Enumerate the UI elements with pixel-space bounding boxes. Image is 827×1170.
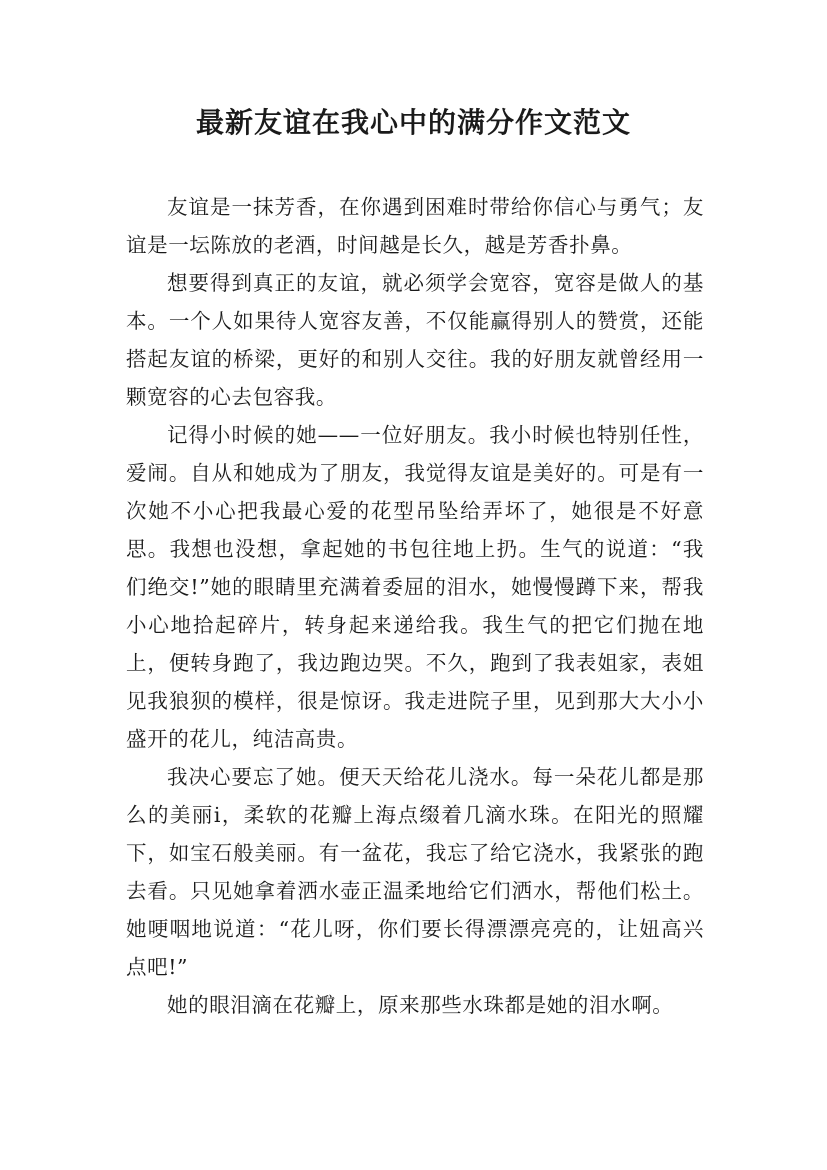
document-title: 最新友谊在我心中的满分作文范文 [195, 106, 631, 139]
paragraph-2: 想要得到真正的友谊，就必须学会宽容，宽容是做人的基本。一个人如果待人宽容友善，不仅能赢得别人的赞赏，还能搭起友谊的桥梁，更好的和别人交往。我的好朋友就曾经用一颗宽容的心去包容我。 [126, 271, 704, 409]
document-body [126, 188, 704, 1024]
paragraph-3: 记得小时候的她——一位好朋友。我小时候也特别任性，爱闹。自从和她成为了朋友，我觉得友谊是美好的。可是有一次她不小心把我最心爱的花型吊坠给弄坏了，她很是不好意思。我想也没想，拿起她的书包往地上扔。生气的说道：“我们绝交!”她的眼睛里充满着委屈的泪水，她慢慢蹲下来，帮我小心地拾起碎片，转身起来递给我。我生气的把它们抛在地上，便转身跑了，我边跑边哭。不久，跑到了我表姐家，表姐见我狼狈的模样，很是惊讶。我走进院子里，见到那大大小小盛开的花儿，纯洁高贵。 [126, 423, 704, 751]
paragraph-5: 她的眼泪滴在花瓣上，原来那些水珠都是她的泪水啊。 [167, 993, 674, 1017]
paragraph-1: 友谊是一抹芳香，在你遇到困难时带给你信心与勇气；友谊是一坛陈放的老酒，时间越是长久，越是芳香扑鼻。 [126, 195, 704, 257]
paragraph-4: 我决心要忘了她。便天天给花儿浇水。每一朵花儿都是那么的美丽i，柔软的花瓣上海点缀着几滴水珠。在阳光的照耀下，如宝石般美丽。有一盆花，我忘了给它浇水，我紧张的跑去看。只见她拿着洒水壶正温柔地给它们洒水，帮他们松土。她哽咽地说道：“花儿呀，你们要长得漂漂亮亮的，让妞高兴点吧!” [126, 765, 704, 979]
